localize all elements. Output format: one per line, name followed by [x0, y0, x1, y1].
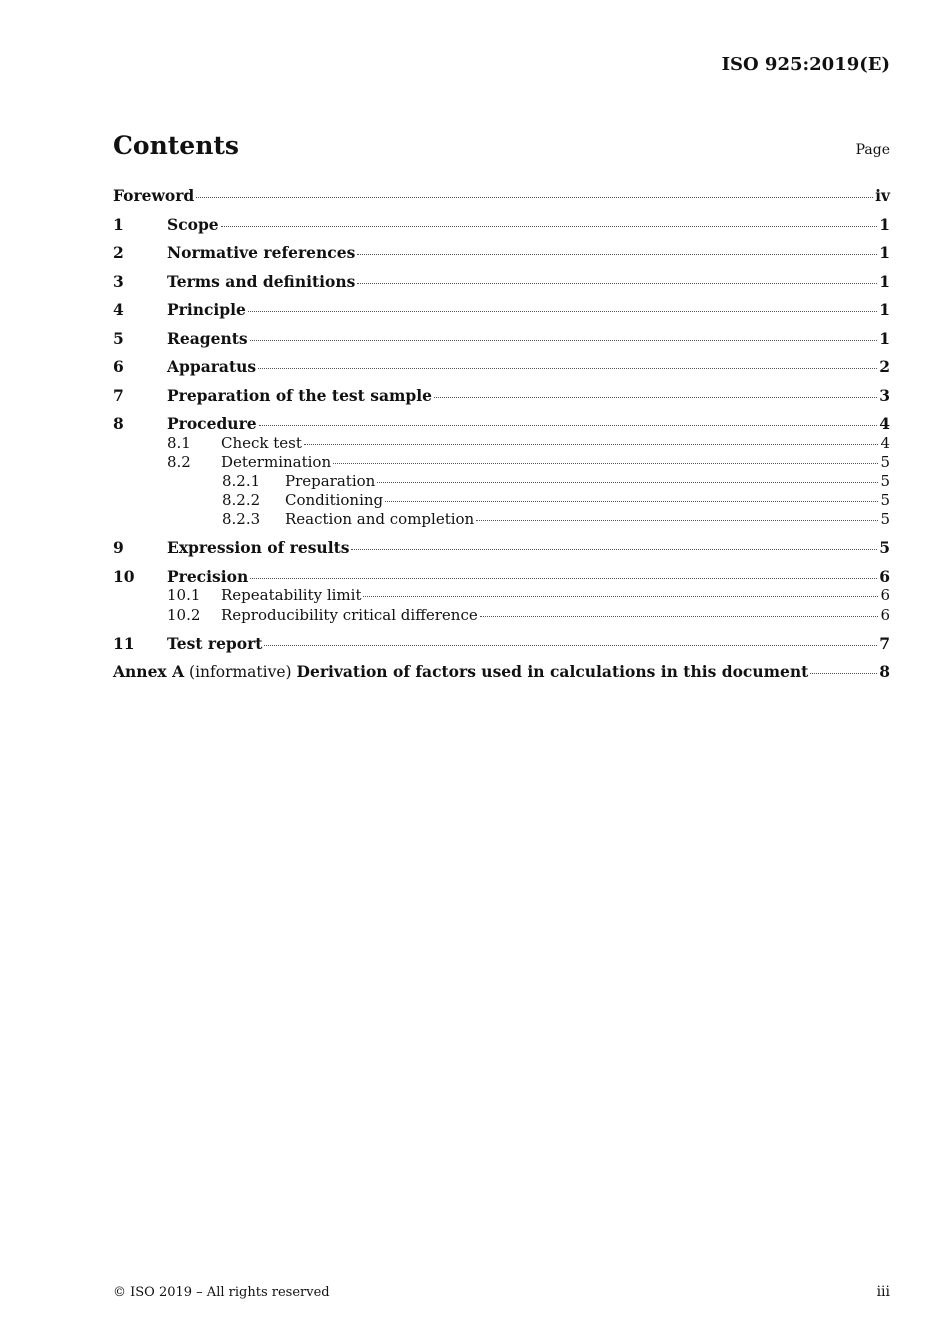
toc-section-number: 10.2	[167, 605, 201, 624]
toc-section-number: 6	[113, 357, 124, 376]
annex-type: (informative)	[184, 663, 297, 682]
document-id: ISO 925:2019(E)	[721, 54, 890, 75]
toc-page-number: 1	[879, 271, 890, 291]
dot-leader	[476, 520, 878, 521]
toc-page-number: 1	[879, 300, 890, 319]
toc-page-number: 7	[879, 633, 890, 653]
toc-section-title: Conditioning	[285, 491, 384, 510]
toc-page-number: 1	[879, 328, 890, 348]
annex-title: Derivation of factors used in calculations in this document	[296, 662, 809, 682]
dot-leader	[363, 596, 878, 597]
toc-entry-10-2[interactable]	[113, 606, 890, 625]
toc-entry-8-2-3[interactable]	[113, 510, 890, 529]
dot-leader	[264, 645, 877, 646]
toc-page-number: 5	[880, 510, 890, 529]
dot-leader	[250, 578, 877, 579]
toc-section-number: 7	[113, 385, 124, 405]
toc-section-title: Reaction and completion	[285, 510, 475, 529]
toc-section-title: Precision	[167, 566, 249, 586]
toc-page-number: 8	[879, 662, 890, 682]
toc-section-title: Check test	[221, 433, 302, 452]
toc-section-number: 8.2.2	[222, 491, 261, 510]
toc-entry-7[interactable]	[113, 386, 890, 415]
toc-entry-8-2-2[interactable]	[113, 491, 890, 510]
footer-page-number: iii	[876, 1284, 890, 1300]
annex-prefix: Annex A	[113, 662, 185, 682]
toc-page-number: 2	[879, 357, 890, 376]
toc-section-number: 3	[113, 271, 124, 291]
toc-entry-11[interactable]	[113, 634, 890, 663]
toc-entry-9[interactable]	[113, 538, 890, 567]
toc-section-title: Repeatability limit	[221, 586, 362, 605]
toc-section-title: Preparation of the test sample	[167, 385, 432, 405]
toc-section-number: 8	[113, 414, 124, 433]
toc-entry-5[interactable]	[113, 329, 890, 358]
toc-section-number: 8.2.3	[222, 510, 261, 529]
toc-section-number: 4	[113, 300, 124, 319]
dot-leader	[480, 616, 879, 617]
toc-entry-foreword[interactable]	[113, 186, 890, 215]
toc-section-title: Determination	[221, 452, 332, 471]
dot-leader	[333, 463, 878, 464]
toc-entry-3[interactable]	[113, 272, 890, 301]
toc-entry-4[interactable]	[113, 300, 890, 329]
toc-page-number: iv	[875, 186, 890, 205]
page-column-label: Page	[855, 142, 890, 158]
toc-page-number: 5	[880, 471, 890, 490]
toc-page-number: 6	[880, 586, 890, 605]
toc-page-number: 4	[879, 414, 890, 433]
dot-leader	[258, 368, 877, 369]
dot-leader	[250, 340, 878, 341]
toc-entry-1[interactable]	[113, 215, 890, 244]
toc-section-number: 5	[113, 328, 124, 348]
dot-leader	[351, 549, 877, 550]
dot-leader	[385, 501, 878, 502]
toc-section-number: 8.2.1	[222, 471, 261, 490]
toc-section-title: Test report	[167, 633, 263, 653]
toc-section-title: Preparation	[285, 471, 376, 490]
toc-section-title: Apparatus	[167, 357, 257, 376]
dot-leader	[434, 397, 877, 398]
toc-page-number: 6	[880, 605, 890, 624]
toc-section-title: Terms and definitions	[167, 271, 356, 291]
toc-page-number: 1	[879, 243, 890, 262]
toc-section-title: Foreword	[113, 186, 195, 205]
toc-entry-8-2[interactable]	[113, 453, 890, 472]
dot-leader	[304, 444, 879, 445]
dot-leader	[196, 197, 873, 198]
table-of-contents	[113, 186, 890, 691]
dot-leader	[377, 482, 878, 483]
toc-section-number: 10.1	[167, 586, 201, 605]
toc-section-title: Expression of results	[167, 538, 350, 558]
toc-page-number: 3	[879, 385, 890, 405]
dot-leader	[221, 226, 878, 227]
toc-entry-8-2-1[interactable]	[113, 472, 890, 491]
toc-section-title: Reagents	[167, 328, 248, 348]
toc-section-number: 11	[113, 633, 135, 653]
toc-section-title: Procedure	[167, 414, 257, 433]
dot-leader	[248, 311, 877, 312]
contents-heading: Contents	[113, 131, 240, 160]
toc-section-number: 2	[113, 243, 124, 262]
toc-section-number: 8.2	[167, 452, 191, 471]
toc-page-number: 1	[879, 214, 890, 234]
toc-section-number: 8.1	[167, 433, 191, 452]
toc-entry-10-1[interactable]	[113, 586, 890, 605]
toc-section-number: 9	[113, 538, 124, 558]
toc-entry-annex-a[interactable]	[113, 662, 890, 691]
dot-leader	[810, 673, 877, 674]
toc-page-number: 5	[880, 491, 890, 510]
toc-entry-6[interactable]	[113, 357, 890, 386]
dot-leader	[357, 254, 877, 255]
toc-section-number: 1	[113, 214, 124, 234]
toc-page-number: 6	[879, 566, 890, 586]
toc-page-number: 5	[879, 538, 890, 558]
dot-leader	[357, 283, 877, 284]
toc-section-number: 10	[113, 566, 135, 586]
dot-leader	[259, 425, 878, 426]
toc-section-title: Normative references	[167, 243, 356, 262]
footer-copyright: © ISO 2019 – All rights reserved	[113, 1285, 330, 1300]
toc-entry-2[interactable]	[113, 243, 890, 272]
toc-page-number: 5	[880, 452, 890, 471]
toc-section-title: Reproducibility critical difference	[221, 605, 478, 624]
toc-entry-8-1[interactable]	[113, 434, 890, 453]
toc-section-title: Scope	[167, 214, 219, 234]
toc-page-number: 4	[880, 433, 890, 452]
toc-section-title: Principle	[167, 300, 246, 319]
